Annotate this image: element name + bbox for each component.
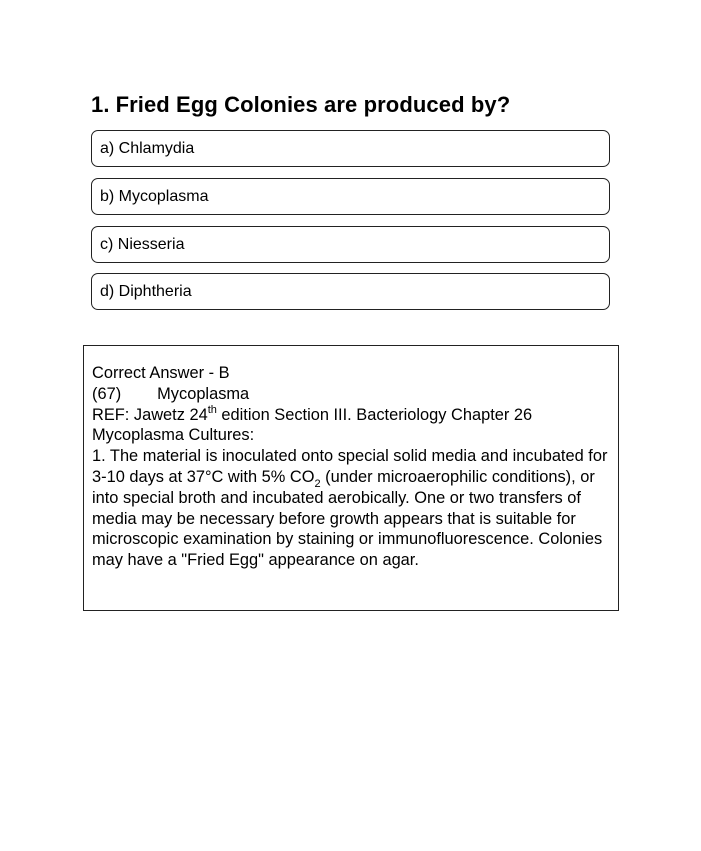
answer-id-line [92,384,610,405]
explanation-paragraph [92,446,610,571]
option-a[interactable]: a) Chlamydia [91,130,610,167]
reference-superscript: th [207,403,217,416]
option-b[interactable]: b) Mycoplasma [91,178,610,215]
option-d[interactable]: d) Diphtheria [91,273,610,310]
option-c[interactable]: c) Niesseria [91,226,610,263]
reference-line [92,405,610,426]
question-text: Fried Egg Colonies are produced by? [115,92,511,117]
explanation-part-1: 1. The material is inoculated onto special solid media and incubated for 3-10 days at 37°C with 5% CO [92,447,608,486]
question-number: 1. [91,92,110,117]
reference-suffix: edition Section III. Bacteriology Chapter 26 [216,405,533,424]
co2-subscript: 2 [314,477,321,490]
correct-answer-line: Correct Answer - B [92,364,230,382]
answer-name: Mycoplasma [157,384,250,403]
answer-id: (67) [92,384,122,403]
reference-prefix: REF: Jawetz 24 [92,405,208,424]
cultures-heading: Mycoplasma Cultures: [92,426,255,445]
answer-explanation-box [83,345,619,611]
explanation-part-2: (under microaerophilic conditions), or into special broth and incubated aerobically. One or two transfers of media may be necessary before growth appears that is suitable for microscopic examination by staining or immunofluorescence. Colonies may have a "Fried Egg" appearance on agar. [92,467,603,570]
question-title [91,92,510,118]
